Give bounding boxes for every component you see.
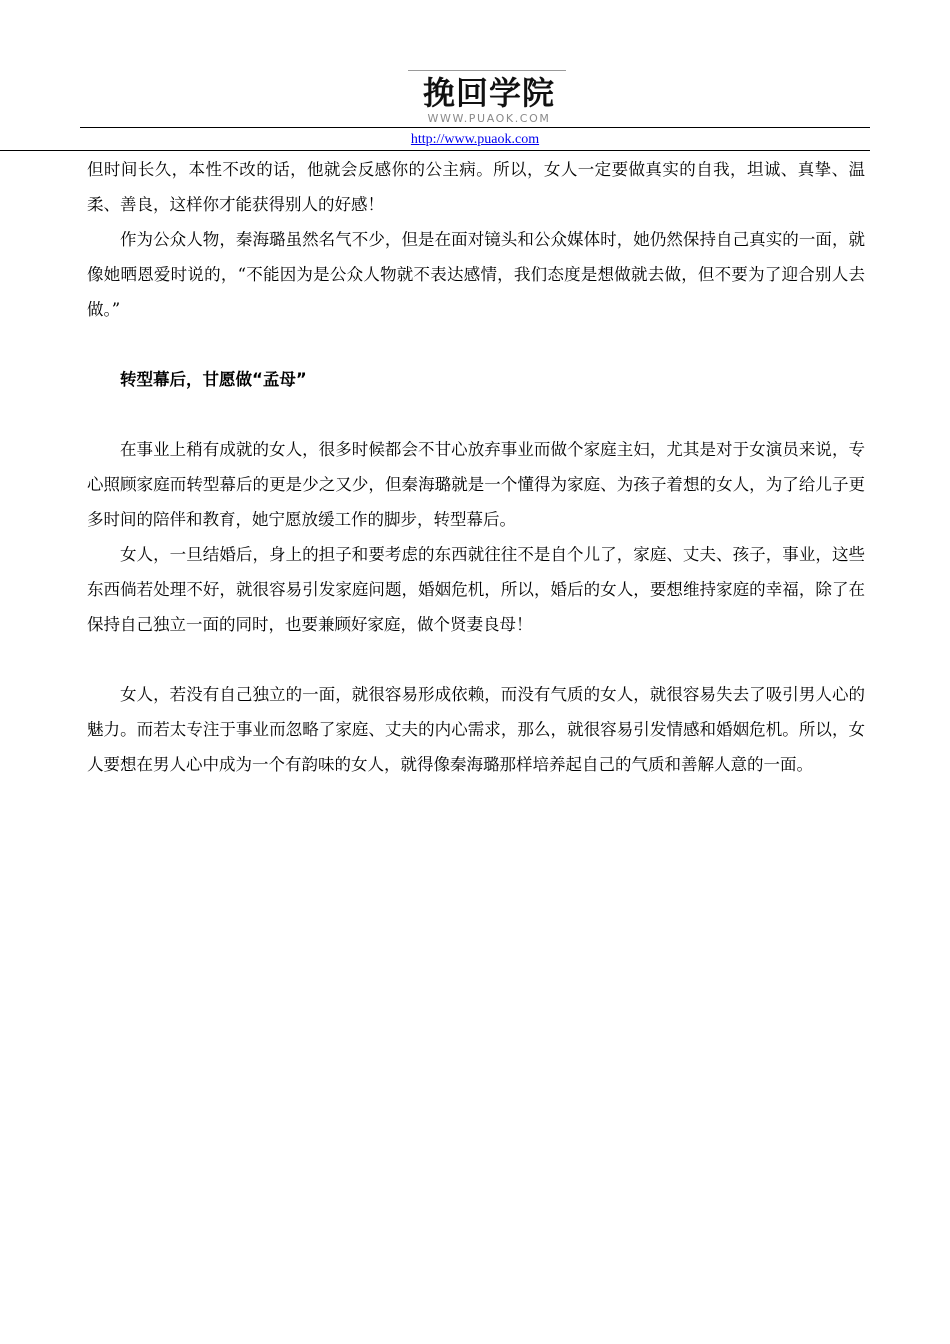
blank-line	[87, 397, 865, 432]
blank-line	[87, 327, 865, 362]
page-header	[0, 0, 950, 156]
paragraph: 女人，一旦结婚后，身上的担子和要考虑的东西就往往不是自个儿了，家庭、丈夫、孩子，事业，这些东西倘若处理不好，就很容易引发家庭问题，婚姻危机，所以，婚后的女人，要想维持家庭的幸福，除了在保持自己独立一面的同时，也要兼顾好家庭，做个贤妻良母！	[87, 545, 865, 634]
logo-subtitle: WWW.PUAOK.COM	[427, 112, 551, 125]
header-divider-top	[80, 127, 870, 128]
section-heading: 转型幕后，甘愿做“孟母”	[120, 370, 307, 389]
site-link[interactable]: http://www.puaok.com	[410, 132, 540, 147]
blank-line	[87, 642, 865, 677]
paragraph: 女人，若没有自己独立的一面，就很容易形成依赖，而没有气质的女人，就很容易失去了吸引男人心的魅力。而若太专注于事业而忽略了家庭、丈夫的内心需求，那么，就很容易引发情感和婚姻危机。所以，女人要想在男人心中成为一个有韵味的女人，就得像秦海璐那样培养起自己的气质和善解人意的一面。	[87, 685, 865, 774]
paragraph-continued: 但时间长久，本性不改的话，他就会反感你的公主病。所以，女人一定要做真实的自我，坦诚、真挚、温柔、善良，这样你才能获得别人的好感！	[87, 160, 865, 214]
logo-top-rule	[408, 70, 566, 71]
article-body	[87, 152, 865, 782]
paragraph: 作为公众人物，秦海璐虽然名气不少，但是在面对镜头和公众媒体时，她仍然保持自己真实的一面，就像她晒恩爱时说的，“不能因为是公众人物就不表达感情，我们态度是想做就去做，但不要为了迎合别人去做。”	[87, 230, 865, 319]
header-divider-bottom	[0, 150, 870, 151]
logo-title: 挽回学院	[422, 74, 555, 112]
paragraph: 在事业上稍有成就的女人，很多时候都会不甘心放弃事业而做个家庭主妇，尤其是对于女演员来说，专心照顾家庭而转型幕后的更是少之又少，但秦海璐就是一个懂得为家庭、为孩子着想的女人，为了给儿子更多时间的陪伴和教育，她宁愿放缓工作的脚步，转型幕后。	[87, 440, 865, 529]
